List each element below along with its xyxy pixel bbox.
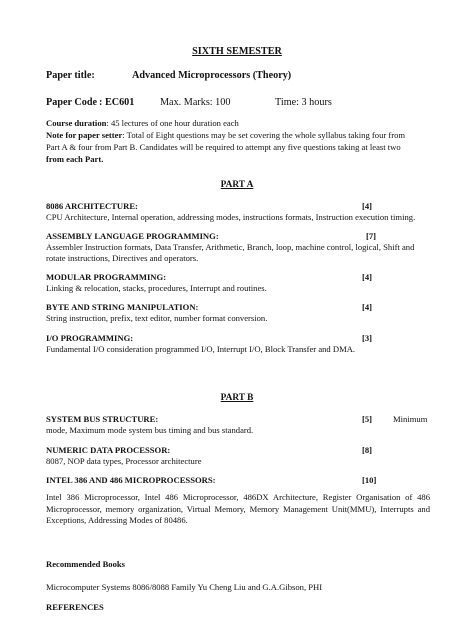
topic-ndp-title: NUMERIC DATA PROCESSOR:: [46, 445, 171, 455]
time-limit: Time: 3 hours: [275, 97, 332, 108]
course-duration-text: : 45 lectures of one hour duration each: [106, 118, 239, 128]
topic-io-title: I/O PROGRAMMING:: [46, 333, 134, 343]
part-a-heading: PART A: [220, 180, 254, 190]
topic-ndp-desc: 8087, NOP data types, Processor architecture: [46, 456, 202, 466]
topic-io-desc: Fundamental I/O consideration programmed I/O, Interrupt I/O, Block Transfer and DMA.: [46, 344, 356, 354]
note-text-1: : Total of Eight questions may be set covering the whole syllabus taking four from: [122, 130, 406, 140]
topic-bus-title: SYSTEM BUS STRUCTURE:: [46, 414, 159, 424]
book-item-1: Microcomputer Systems 8086/8088 Family Yu Cheng Liu and G.A.Gibson, PHI: [46, 582, 323, 592]
topic-io-marks: [3]: [362, 333, 373, 343]
note-label: Note for paper setter: [46, 130, 123, 140]
max-marks: Max. Marks: 100: [160, 97, 231, 108]
topic-bus-extra: Minimum: [393, 414, 428, 424]
topic-8086-desc: CPU Architecture, Internal operation, addressing modes, instructions formats, Instruction execution timing.: [46, 212, 416, 222]
topic-modular-title: MODULAR PROGRAMMING:: [46, 272, 167, 282]
topic-byte-string-desc: String instruction, prefix, text editor, number format conversion.: [46, 313, 268, 323]
topic-assembly-desc: Assembler Instruction formats, Data Transfer, Arithmetic, Branch, loop, machine control, logical, Shift and: [46, 242, 415, 252]
topic-8086-marks: [4]: [362, 201, 373, 211]
topic-intel-title: INTEL 386 AND 486 MICROPROCESSORS:: [46, 475, 216, 485]
topic-intel-desc: Intel 386 Microprocessor, Intel 486 Microprocessor, 486DX Architecture, Register Organisation of 486 Microprocessor, memory organization, Virtual Memory, Memory Management Unit(MMU), Interrupts and Exceptions, Addressing Modes of 80486.: [46, 492, 430, 526]
topic-ndp-marks: [8]: [362, 445, 373, 455]
topic-bus-desc: mode, Maximum mode system bus timing and bus standard.: [46, 425, 254, 435]
semester-heading: SIXTH SEMESTER: [192, 46, 282, 57]
references-heading: REFERENCES: [46, 602, 104, 612]
topic-byte-string-marks: [4]: [362, 302, 373, 312]
note-line-2: Part A & four from Part B. Candidates will be required to attempt any five questions taking at least two: [46, 142, 401, 152]
course-duration-label: Course duration: [46, 118, 107, 128]
course-duration: [46, 118, 239, 128]
topic-byte-string-title: BYTE AND STRING MANIPULATION:: [46, 302, 199, 312]
topic-8086-title: 8086 ARCHITECTURE:: [46, 201, 138, 211]
part-b-heading: PART B: [220, 393, 254, 403]
topic-modular-marks: [4]: [362, 272, 373, 282]
paper-code-label: Paper Code: [46, 97, 98, 108]
topic-assembly-desc-2: rotate instructions, Directives and operators.: [46, 253, 199, 263]
topic-assembly-marks: [7]: [366, 231, 377, 241]
note-line-1: [46, 130, 405, 140]
topic-modular-desc: Linking & relocation, stacks, procedures, Interrupt and routines.: [46, 283, 267, 293]
topic-intel-marks: [10]: [362, 475, 377, 485]
paper-code: : EC601: [99, 97, 135, 108]
paper-title: Advanced Microprocessors (Theory): [132, 70, 292, 81]
books-heading: Recommended Books: [46, 559, 126, 569]
topic-assembly-title: ASSEMBLY LANGUAGE PROGRAMMING:: [46, 231, 219, 241]
paper-title-label: Paper title:: [46, 70, 95, 81]
topic-bus-marks: [5]: [362, 414, 373, 424]
note-line-3: from each Part.: [46, 154, 104, 164]
